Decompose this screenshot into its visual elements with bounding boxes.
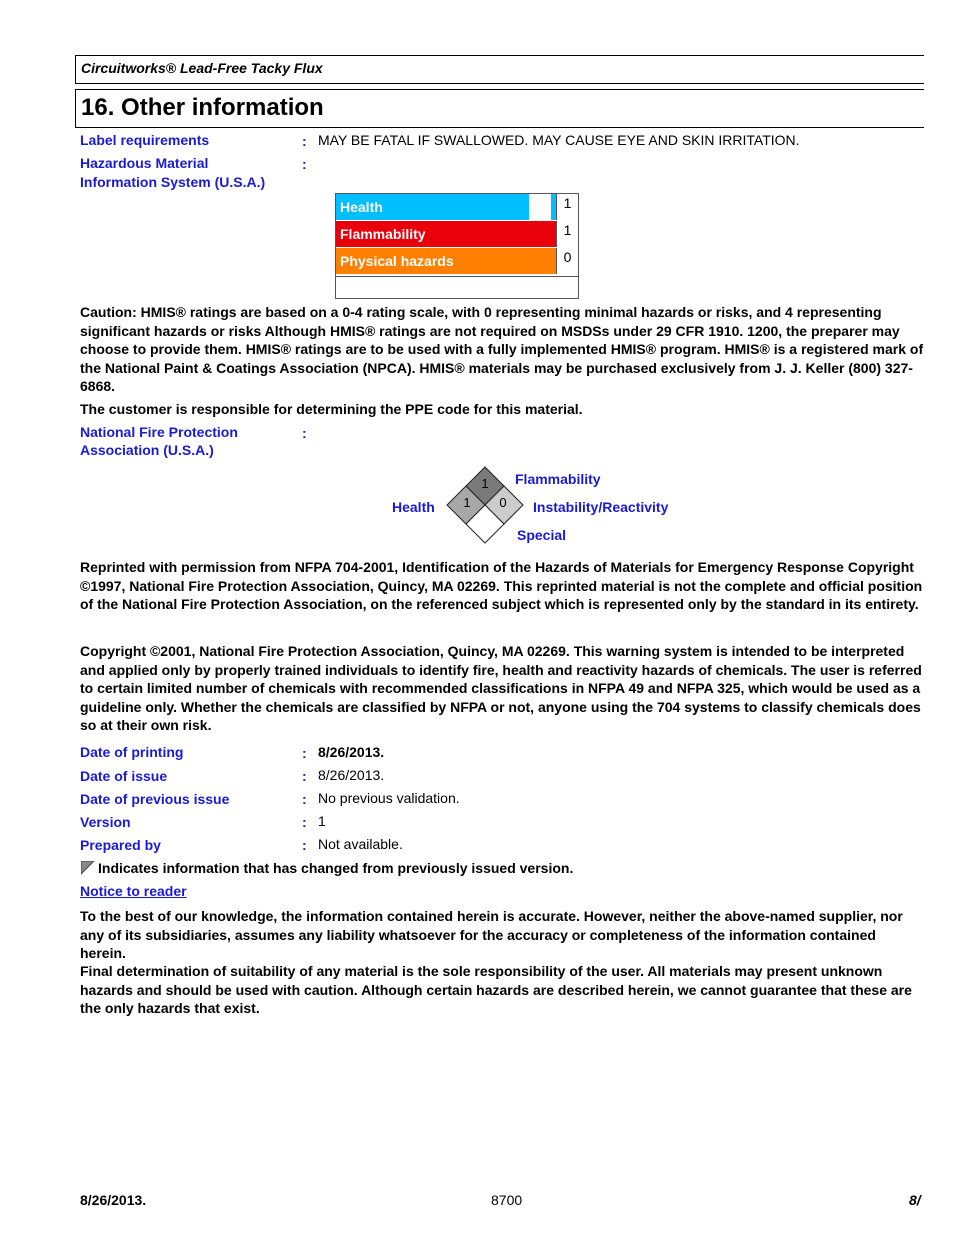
ppe-note: The customer is responsible for determining the PPE code for this material.: [80, 401, 583, 417]
colon: :: [302, 745, 307, 761]
date-of-printing-value: 8/26/2013.: [318, 744, 385, 760]
version-value: 1: [318, 813, 326, 829]
date-of-printing-label: Date of printing: [80, 744, 184, 760]
notice-to-reader-link[interactable]: Notice to reader: [80, 883, 187, 899]
colon: :: [302, 791, 307, 807]
hmis-caution-text: Caution: HMIS® ratings are based on a 0-4 rating scale, with 0 representing minimal hazards or risks, and 4 representing significant hazards or risks Although HMIS® ratings are not required on MSDSs under 29 CFR 1910. 1200, the preparer may choose to provide them. HMIS® ratings are to be used with a fully implemented HMIS® program. HMIS® is a registered mark of the National Paint & Coatings Association (NPCA). HMIS® materials may be purchased exclusively from J. J. Keller (800) 327-6868.: [80, 304, 924, 394]
nfpa-flammability-label: Flammability: [515, 471, 601, 487]
hmis-table: [335, 193, 579, 299]
product-header: [75, 55, 924, 84]
nfpa-flammability-value: 1: [481, 476, 489, 491]
nfpa-copyright-text: Copyright ©2001, National Fire Protection Association, Quincy, MA 02269. This warning system is intended to be interpreted and applied only by properly trained individuals to identify fire, health and reactivity hazards of chemicals. The user is referred to certain limited number of chemicals with recommended classifications in NFPA 49 and NFPA 325, which would be used as a guideline only. Whether the chemicals are classified by NFPA or not, anyone using the 704 systems to classify chemicals does so at their own risk.: [80, 643, 922, 733]
nfpa-label-line2: Association (U.S.A.): [80, 442, 214, 458]
nfpa-instability-label: Instability/Reactivity: [533, 499, 669, 515]
date-of-previous-issue-value: No previous validation.: [318, 790, 460, 806]
prepared-by-value: Not available.: [318, 836, 403, 852]
hmis-row-flammability: [336, 221, 556, 247]
section-title: 16. Other information: [81, 94, 324, 121]
colon: :: [302, 425, 307, 441]
colon: :: [302, 133, 307, 149]
section-title-box: [75, 89, 924, 128]
label-requirements-label: Label requirements: [80, 132, 210, 148]
colon: :: [302, 768, 307, 784]
hmis-divider: [336, 276, 578, 277]
changed-note: Indicates information that has changed from previously issued version.: [98, 860, 574, 876]
nfpa-instability-value: 0: [499, 495, 507, 510]
nfpa-health-value: 1: [463, 495, 471, 510]
notice-paragraph-1: To the best of our knowledge, the information contained herein is accurate. However, neither the above-named supplier, nor any of its subsidiaries, assumes any liability whatsoever for the accuracy or completeness of the information contained herein.: [80, 908, 903, 961]
colon: :: [302, 814, 307, 830]
date-of-previous-issue-label: Date of previous issue: [80, 791, 230, 807]
colon: :: [302, 156, 307, 172]
date-of-issue-value: 8/26/2013.: [318, 767, 385, 783]
version-label: Version: [80, 814, 131, 830]
hmis-health-value: 1: [556, 194, 578, 220]
product-name: Circuitworks® Lead-Free Tacky Flux: [81, 60, 323, 76]
prepared-by-label: Prepared by: [80, 837, 161, 853]
hmis-row-health: [336, 194, 529, 220]
footer-page-number: 8/: [909, 1192, 921, 1208]
footer-date: 8/26/2013.: [80, 1192, 147, 1208]
label-requirements-value: MAY BE FATAL IF SWALLOWED. MAY CAUSE EYE AND SKIN IRRITATION.: [318, 132, 800, 148]
notice-paragraph-2: Final determination of suitability of any material is the sole responsibility of the user. All materials may present unknown hazards and should be used with caution. Although certain hazards are described herein, we cannot guarantee that these are the only hazards that exist.: [80, 963, 912, 1016]
nfpa-reprint-text: Reprinted with permission from NFPA 704-2001, Identification of the Hazards of Materials for Emergency Response Copyright ©1997, National Fire Protection Association, Quincy, MA 02269. This reprinted material is not the complete and official position of the National Fire Protection Association, on the referenced subject which is represented only by the standard in its entirety.: [80, 559, 923, 612]
hmis-physical-hazards-value: 0: [556, 248, 578, 274]
hmis-label-line2: Information System (U.S.A.): [80, 174, 266, 190]
nfpa-health-label: Health: [392, 499, 435, 515]
hmis-physical-hazards-label: Physical hazards: [340, 253, 454, 269]
hmis-health-chronic-box: [529, 194, 551, 220]
date-of-issue-label: Date of issue: [80, 768, 168, 784]
hmis-row-physical-hazards: [336, 248, 556, 274]
hmis-label-line1: Hazardous Material: [80, 155, 209, 171]
hmis-flammability-value: 1: [556, 221, 578, 247]
nfpa-special-label: Special: [517, 527, 567, 543]
hmis-health-label: Health: [340, 199, 383, 215]
colon: :: [302, 837, 307, 853]
changed-marker-icon: [81, 861, 95, 875]
nfpa-label-line1: National Fire Protection: [80, 424, 238, 440]
footer-code: 8700: [491, 1192, 523, 1208]
hmis-flammability-label: Flammability: [340, 226, 426, 242]
